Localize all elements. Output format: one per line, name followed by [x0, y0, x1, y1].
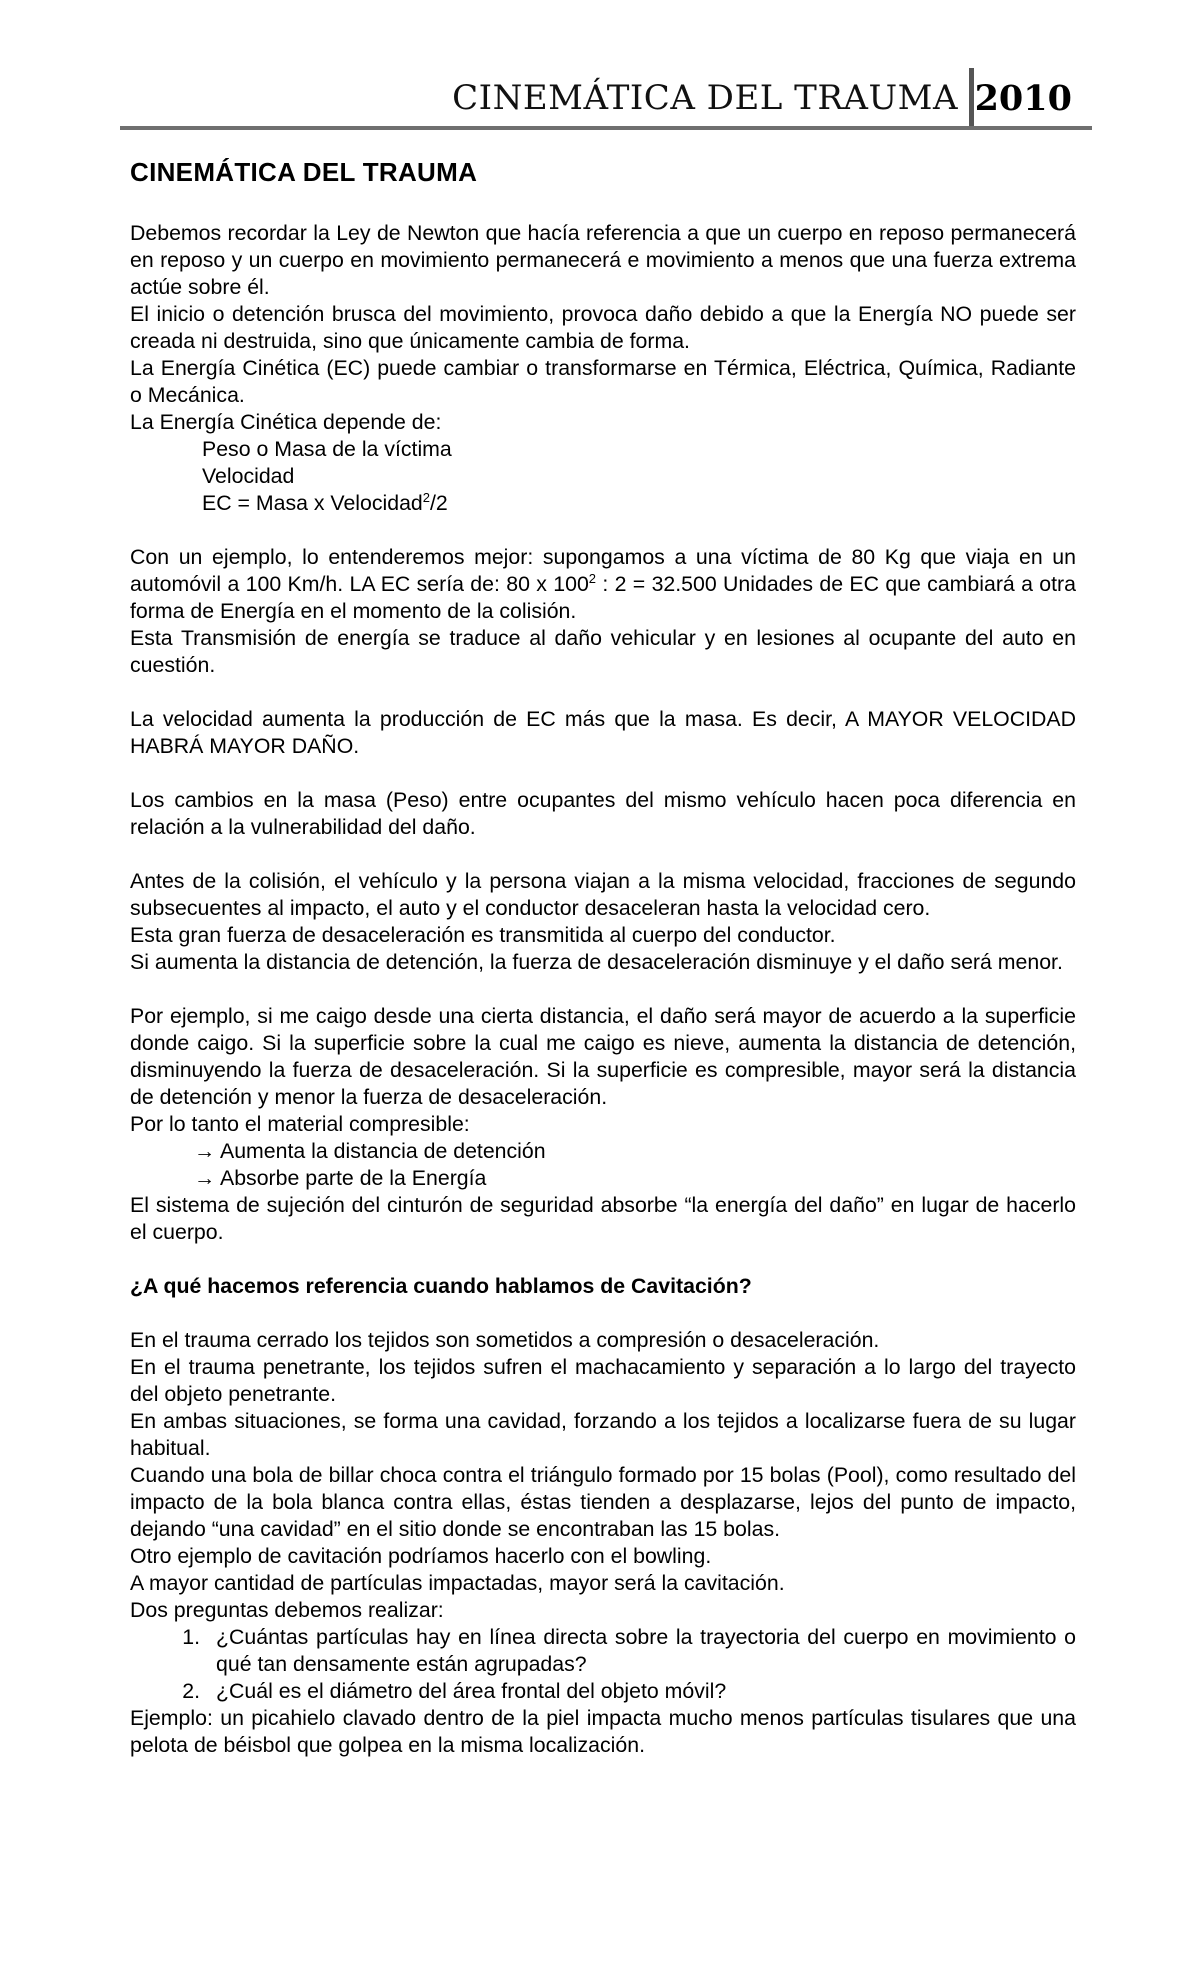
arrow-list-item — [130, 1165, 1076, 1192]
paragraph: En ambas situaciones, se forma una cavidad, forzando a los tejidos a localizarse fuera de su lugar habitual. — [130, 1409, 1076, 1460]
running-header — [120, 64, 1092, 130]
example-text-a: Con un ejemplo, lo entenderemos mejor: supongamos a una víctima de 80 Kg que viaja en un automóvil a 100 Km/h. LA EC sería de: 80 x 100 — [130, 545, 1076, 596]
paragraph: Esta Transmisión de energía se traduce al daño vehicular y en lesiones al ocupante del auto en cuestión. — [130, 626, 1076, 677]
paragraph: En el trauma cerrado los tejidos son sometidos a compresión o desaceleración. — [130, 1328, 880, 1352]
list-number: 2. — [182, 1679, 200, 1703]
paragraph: La velocidad aumenta la producción de EC más que la masa. Es decir, A MAYOR VELOCIDAD HABRÁ MAYOR DAÑO. — [130, 707, 1076, 758]
paragraph: El inicio o detención brusca del movimiento, provoca daño debido a que la Energía NO puede ser creada ni destruida, sino que únicamente cambia de forma. — [130, 302, 1076, 353]
paragraph: La Energía Cinética depende de: — [130, 410, 442, 434]
paragraph: Dos preguntas debemos realizar: — [130, 1598, 444, 1622]
example-exponent: 2 — [588, 570, 597, 586]
paragraph: Los cambios en la masa (Peso) entre ocupantes del mismo vehículo hacen poca diferencia en relación a la vulnerabilidad del daño. — [130, 788, 1076, 839]
paragraph: A mayor cantidad de partículas impactadas, mayor será la cavitación. — [130, 1571, 785, 1595]
arrow-list-item — [130, 1138, 1076, 1165]
numbered-list-item — [130, 1678, 1076, 1705]
arrow-icon: → — [194, 1166, 216, 1190]
paragraph: La Energía Cinética (EC) puede cambiar o transformarse en Térmica, Eléctrica, Química, Radiante o Mecánica. — [130, 356, 1076, 407]
paragraph: Cuando una bola de billar choca contra el triángulo formado por 15 bolas (Pool), como resultado del impacto de la bola blanca contra ellas, éstas tienden a desplazarse, lejos del punto de impacto, dejando “una cavidad” en el sitio donde se encontraban las 15 bolas. — [130, 1463, 1076, 1541]
paragraph: Esta gran fuerza de desaceleración es transmitida al cuerpo del conductor. — [130, 923, 836, 947]
paragraph: Antes de la colisión, el vehículo y la persona viajan a la misma velocidad, fracciones de segundo subsecuentes al impacto, el auto y el conductor desaceleran hasta la velocidad cero. — [130, 869, 1076, 920]
arrow-icon: → — [194, 1139, 216, 1163]
list-number: 1. — [182, 1625, 200, 1649]
list-item-text: ¿Cuántas partículas hay en línea directa sobre la trayectoria del cuerpo en movimiento o qué tan densamente están agrupadas? — [216, 1625, 1076, 1676]
numbered-list-item — [130, 1624, 1076, 1678]
formula — [130, 490, 1076, 517]
section-heading: ¿A qué hacemos referencia cuando hablamos de Cavitación? — [130, 1274, 752, 1298]
paragraph: En el trauma penetrante, los tejidos sufren el machacamiento y separación a lo largo del trayecto del objeto penetrante. — [130, 1355, 1076, 1406]
dependency-item: Velocidad — [202, 464, 295, 488]
formula-divisor: /2 — [430, 491, 448, 515]
document-heading: CINEMÁTICA DEL TRAUMA — [130, 157, 478, 187]
paragraph: Por ejemplo, si me caigo desde una cierta distancia, el daño será mayor de acuerdo a la superficie donde caigo. Si la superficie sobre la cual me caigo es nieve, aumenta la distancia de detención, disminuyendo la fuerza de desaceleración. Si la superficie es compresible, mayor será la distancia de detención y menor la fuerza de desaceleración. — [130, 1004, 1076, 1109]
header-separator — [969, 68, 974, 126]
list-item-text: ¿Cuál es el diámetro del área frontal del objeto móvil? — [216, 1679, 727, 1703]
formula-exponent: 2 — [422, 489, 431, 505]
paragraph: Por lo tanto el material compresible: — [130, 1112, 470, 1136]
paragraph: Debemos recordar la Ley de Newton que hacía referencia a que un cuerpo en reposo permanecerá en reposo y un cuerpo en movimiento permanecerá e movimiento a menos que una fuerza extrema actúe sobre él. — [130, 221, 1076, 299]
paragraph: Otro ejemplo de cavitación podríamos hacerlo con el bowling. — [130, 1544, 712, 1568]
document-body — [130, 152, 1076, 1759]
paragraph: Ejemplo: un picahielo clavado dentro de la piel impacta mucho menos partículas tisulares que una pelota de béisbol que golpea en la misma localización. — [130, 1706, 1076, 1757]
paragraph: El sistema de sujeción del cinturón de seguridad absorbe “la energía del daño” en lugar de hacerlo el cuerpo. — [130, 1193, 1076, 1244]
header-title: CINEMÁTICA DEL TRAUMA — [452, 78, 958, 118]
example-paragraph — [130, 544, 1076, 625]
paragraph: Si aumenta la distancia de detención, la fuerza de desaceleración disminuye y el daño será menor. — [130, 950, 1063, 974]
dependency-item: Peso o Masa de la víctima — [202, 437, 452, 461]
header-year: 2010 — [974, 78, 1072, 119]
formula-text: EC = Masa x Velocidad — [202, 491, 423, 515]
example-text-b: : 2 = 32.500 Unidades de EC que cambiará a otra forma de Energía en el momento de la colisión. — [130, 572, 1076, 623]
arrow-item-text: Aumenta la distancia de detención — [220, 1139, 546, 1163]
arrow-item-text: Absorbe parte de la Energía — [220, 1166, 487, 1190]
